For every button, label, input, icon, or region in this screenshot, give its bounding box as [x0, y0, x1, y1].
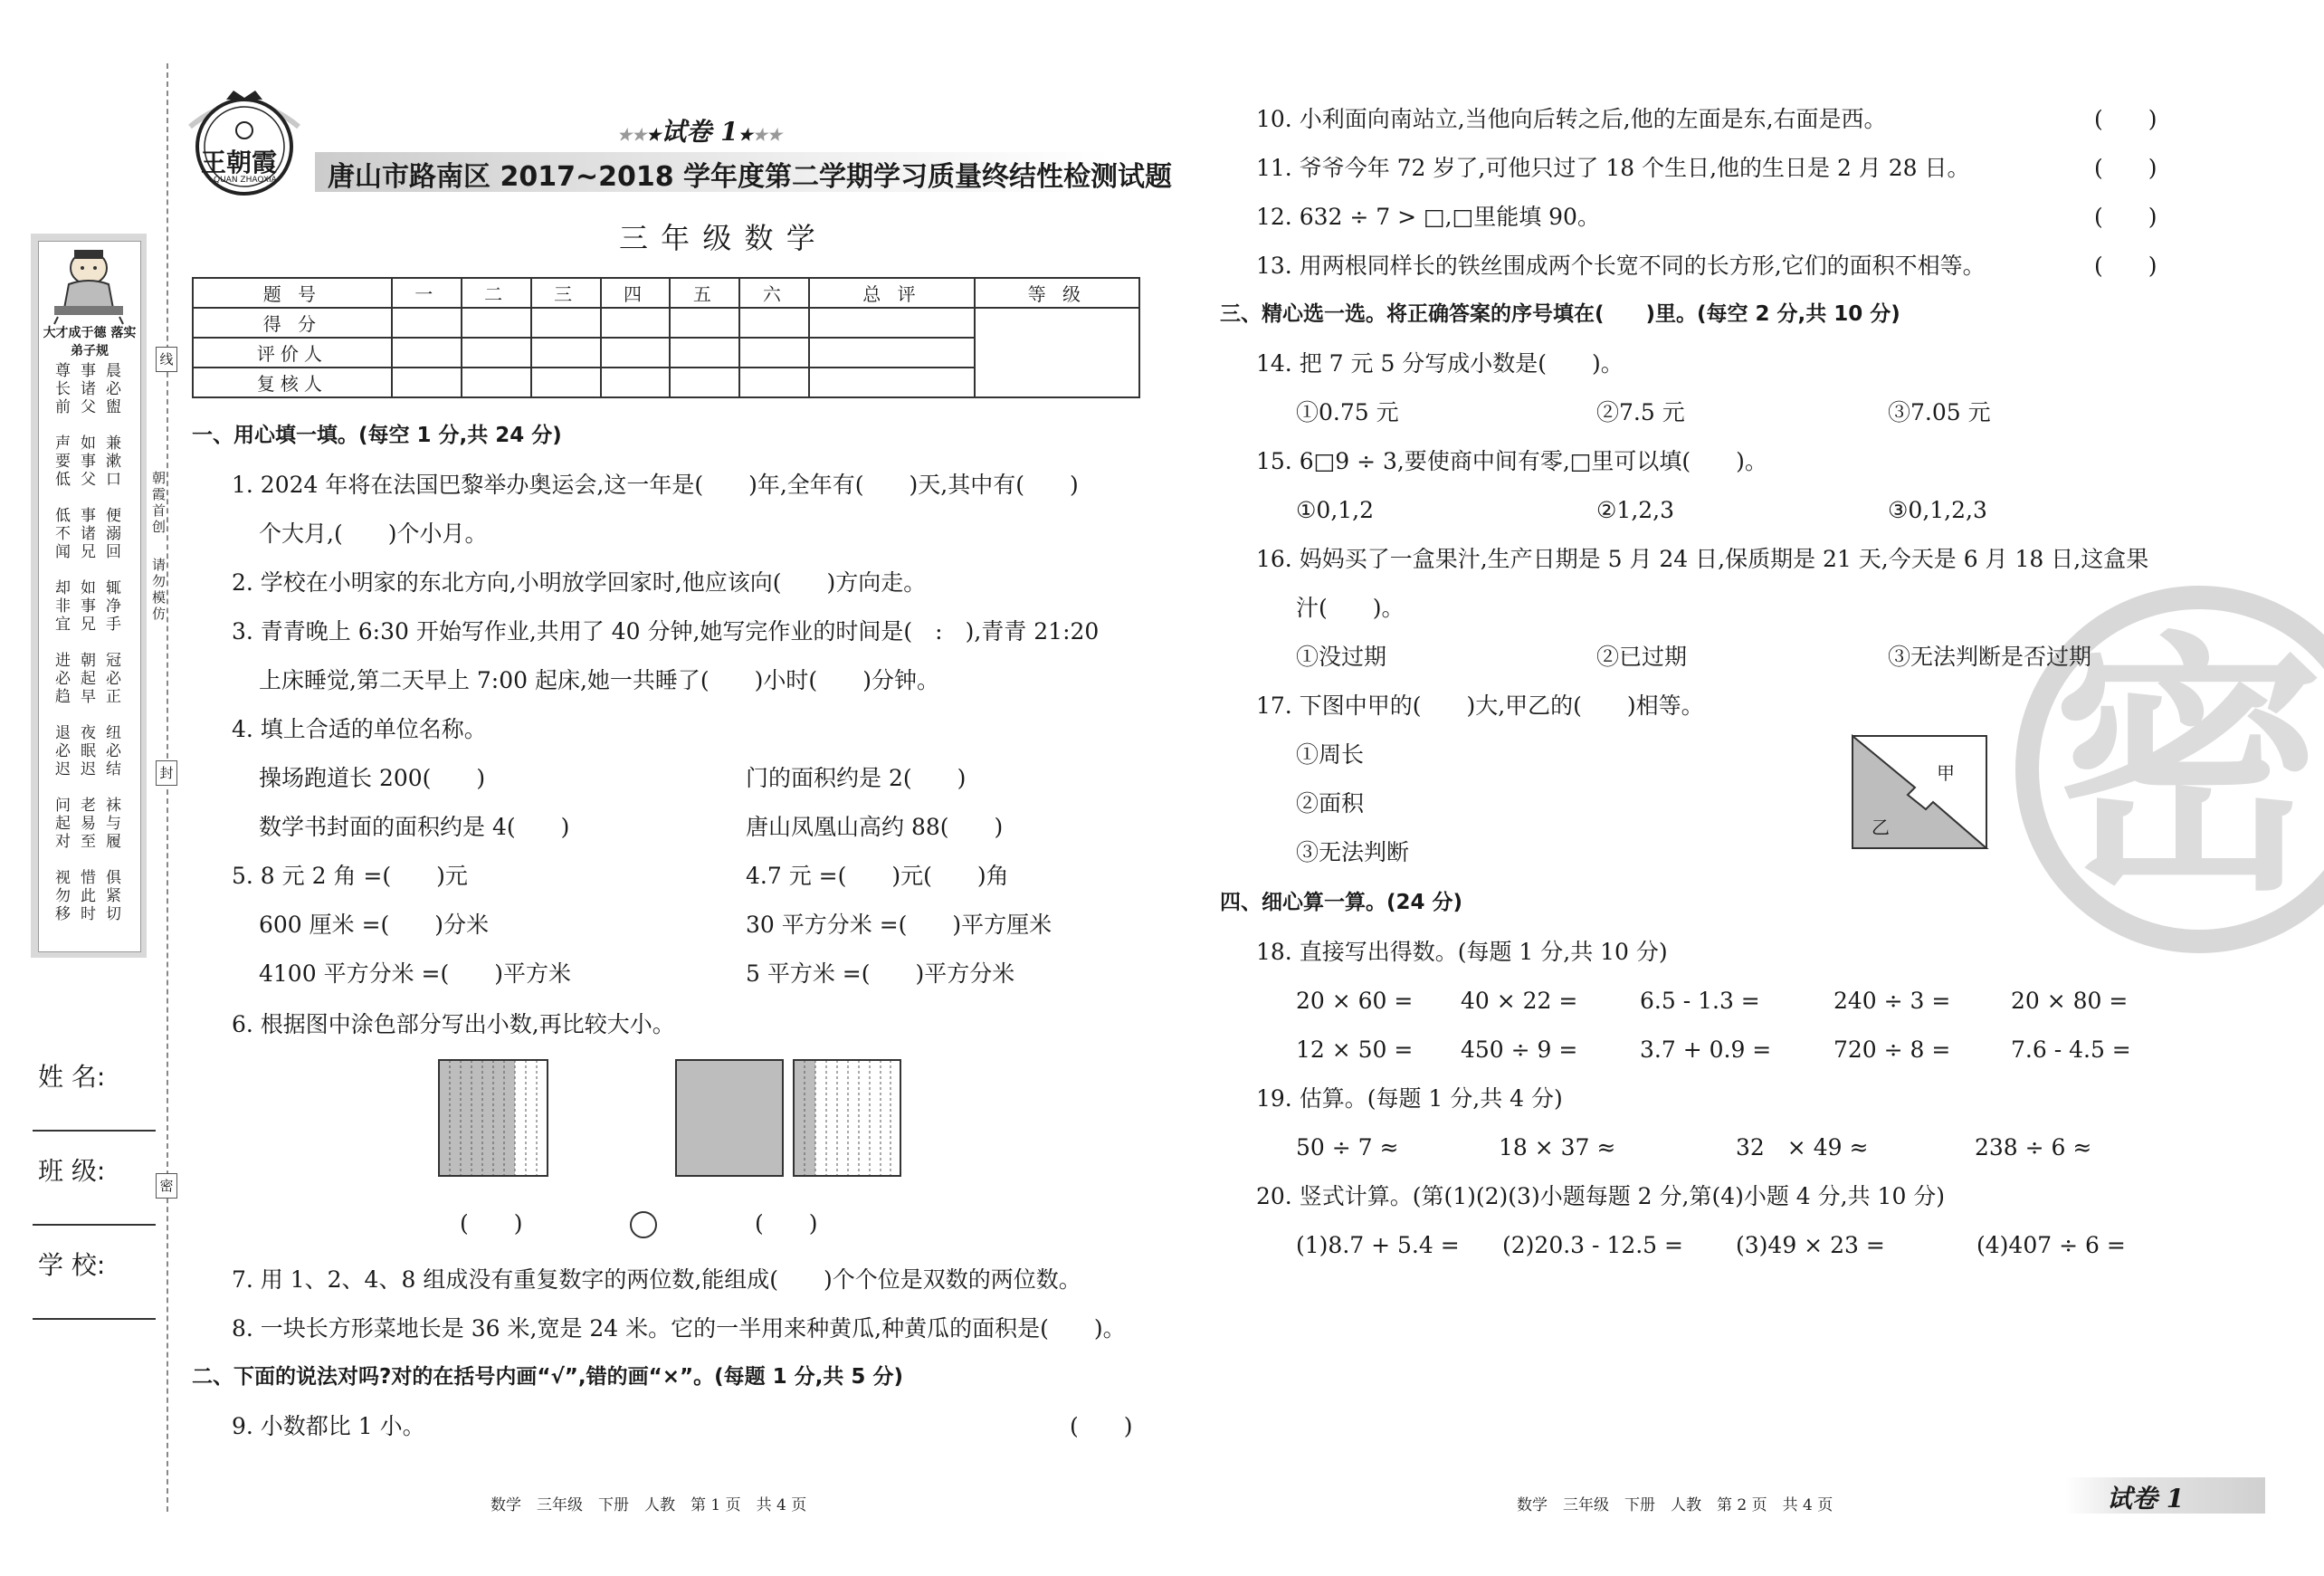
calc-item: 450 ÷ 9 =	[1461, 1036, 1578, 1063]
sidebar-col: 如事父	[77, 435, 95, 489]
question-5-item: 30 平方分米 =( )平方厘米	[746, 912, 1052, 938]
section1-title: 一、用心填一填。(每空 1 分,共 24 分)	[192, 424, 562, 447]
sidebar-col: 袜与履	[102, 797, 120, 851]
sidebar-col: 兼漱口	[102, 435, 120, 489]
judge-answer-10[interactable]: ( )	[2094, 106, 2157, 132]
question-8: 8. 一块长方形菜地长是 36 米,宽是 24 米。它的一半用来种黄瓜,种黄瓜的面积是( )。	[232, 1315, 1126, 1342]
question-19: 19. 估算。(每题 1 分,共 4 分)	[1256, 1085, 1563, 1112]
q17-option[interactable]: ②面积	[1296, 790, 1365, 817]
question-4-item: 唐山凤凰山高约 88( )	[746, 814, 1004, 840]
score-header-cell: 五	[670, 278, 739, 308]
sidebar-col: 如事兄	[77, 579, 95, 634]
calc-item: 3.7 + 0.9 =	[1640, 1036, 1772, 1063]
score-cell[interactable]	[392, 308, 462, 338]
question-16b: 汁( )。	[1296, 595, 1405, 621]
calc-item: 40 × 22 =	[1461, 988, 1578, 1014]
judge-answer-13[interactable]: ( )	[2094, 253, 2157, 279]
footer-tag: 试卷 1	[2107, 1484, 2185, 1514]
q16-option[interactable]: ①没过期	[1296, 644, 1387, 670]
school-label: 学 校:	[38, 1250, 106, 1280]
name-input-line[interactable]	[33, 1130, 156, 1132]
sidebar-col: 退必迟	[52, 724, 70, 778]
sidebar-col: 事诸父	[77, 362, 95, 416]
q17-option[interactable]: ③无法判断	[1296, 839, 1410, 865]
star-icon: ★★	[752, 126, 783, 145]
sidebar-col: 进必趋	[52, 652, 70, 706]
vertical-calc-item: (1)8.7 + 5.4 =	[1296, 1232, 1460, 1258]
sidebar-col: 冠必正	[102, 652, 120, 706]
seal-mark-xian: 线	[156, 347, 177, 372]
section4-title: 四、细心算一算。(24 分)	[1220, 891, 1463, 914]
q14-option[interactable]: ②7.5 元	[1596, 399, 1685, 425]
score-row-label: 复核人	[193, 368, 392, 397]
copyright-note-b: 请勿模仿	[150, 558, 167, 623]
question-20: 20. 竖式计算。(第(1)(2)(3)小题每题 2 分,第(4)小题 4 分,共 10 分)	[1256, 1183, 1946, 1209]
decimal-grid-figure-3	[793, 1059, 901, 1177]
judge-answer-9[interactable]: ( )	[1070, 1413, 1133, 1439]
question-5-item: 5. 8 元 2 角 =( )元	[232, 863, 468, 889]
question-15: 15. 6□9 ÷ 3,要使商中间有零,□里可以填( )。	[1256, 448, 1767, 474]
compare-circle[interactable]	[630, 1211, 657, 1238]
question-10: 10. 小利面向南站立,当他向后转之后,他的左面是东,右面是西。	[1256, 106, 1887, 132]
score-cell[interactable]	[531, 368, 601, 397]
page-footer-left: 数学 三年级 下册 人教 第 1 页 共 4 页	[491, 1496, 807, 1514]
score-cell[interactable]	[739, 368, 809, 397]
sidebar-col: 纽必结	[102, 724, 120, 778]
score-cell[interactable]	[392, 368, 462, 397]
star-icon: ★	[646, 126, 662, 145]
question-12: 12. 632 ÷ 7 > □,□里能填 90。	[1256, 204, 1600, 230]
copyright-note-a: 朝霞首创	[150, 471, 167, 536]
section2-title: 二、下面的说法对吗?对的在括号内画“√”,错的画“×”。(每题 1 分,共 5 分)	[192, 1365, 903, 1389]
sidebar-col: 辄净手	[102, 579, 120, 634]
score-cell[interactable]	[601, 368, 671, 397]
estimate-item: 32 × 49 ≈	[1736, 1134, 1869, 1161]
estimate-item: 238 ÷ 6 ≈	[1975, 1134, 2092, 1161]
sidebar-col: 低不闻	[52, 507, 70, 561]
exam-title: 唐山市路南区 2017~2018 学年度第二学期学习质量终结性检测试题	[328, 161, 1173, 193]
question-18: 18. 直接写出得数。(每题 1 分,共 10 分)	[1256, 939, 1668, 965]
brand-logo-text: 王朝霞	[201, 148, 278, 177]
score-table	[192, 277, 1140, 398]
calc-item: 12 × 50 =	[1296, 1036, 1414, 1063]
q17-option[interactable]: ①周长	[1296, 741, 1365, 768]
score-header-cell: 二	[462, 278, 531, 308]
question-1b: 个大月,( )个小月。	[259, 521, 488, 547]
q16-option[interactable]: ③无法判断是否过期	[1888, 644, 2092, 670]
q17-figure-jia: 甲	[1937, 762, 1955, 784]
vertical-calc-item: (3)49 × 23 =	[1736, 1232, 1885, 1258]
question-3a: 3. 青青晚上 6:30 开始写作业,共用了 40 分钟,她写完作业的时间是( : ),青青 21:20	[232, 618, 1100, 645]
name-label: 姓 名:	[38, 1062, 106, 1092]
calc-item: 20 × 80 =	[2011, 988, 2129, 1014]
star-icon: ★	[738, 126, 753, 145]
binding-cut-line	[167, 63, 168, 1512]
sidebar-columns	[47, 362, 134, 941]
class-label: 班 级:	[38, 1156, 106, 1186]
sidebar-col: 晨必盥	[102, 362, 120, 416]
sidebar-col: 夜眠迟	[77, 724, 95, 778]
score-cell[interactable]	[809, 308, 974, 338]
score-header-cell: 等 级	[975, 278, 1139, 308]
judge-answer-12[interactable]: ( )	[2094, 204, 2157, 230]
question-4-item: 门的面积约是 2( )	[746, 765, 967, 791]
score-cell[interactable]	[531, 308, 601, 338]
score-header-cell: 题 号	[193, 278, 392, 308]
question-4: 4. 填上合适的单位名称。	[232, 716, 487, 742]
judge-answer-11[interactable]: ( )	[2094, 155, 2157, 181]
question-6: 6. 根据图中涂色部分写出小数,再比较大小。	[232, 1011, 675, 1037]
score-cell[interactable]	[601, 308, 671, 338]
sidebar-col: 却非宜	[52, 579, 70, 634]
page-footer-right: 数学 三年级 下册 人教 第 2 页 共 4 页	[1517, 1496, 1833, 1514]
score-cell[interactable]	[531, 338, 601, 368]
sidebar-col: 惜此时	[77, 869, 95, 923]
question-7: 7. 用 1、2、4、8 组成没有重复数字的两位数,能组成( )个个位是双数的两位数。	[232, 1266, 1081, 1293]
question-11: 11. 爷爷今年 72 岁了,可他只过了 18 个生日,他的生日是 2 月 28 日。	[1256, 155, 1970, 181]
score-cell[interactable]	[601, 338, 671, 368]
school-input-line[interactable]	[33, 1318, 156, 1320]
score-cell[interactable]	[809, 338, 974, 368]
grade-cell[interactable]	[975, 308, 1139, 397]
score-cell[interactable]	[462, 338, 531, 368]
star-icon: ★★	[617, 126, 647, 145]
q15-option[interactable]: ③0,1,2,3	[1888, 497, 1987, 523]
question-4-item: 数学书封面的面积约是 4( )	[259, 814, 570, 840]
sidebar-col: 视勿移	[52, 869, 70, 923]
question-3b: 上床睡觉,第二天早上 7:00 起床,她一共睡了( )小时( )分钟。	[259, 667, 939, 693]
q15-option[interactable]: ②1,2,3	[1596, 497, 1675, 523]
seal-mark-feng: 封	[156, 760, 177, 786]
score-row-label: 得 分	[193, 308, 392, 338]
calc-item: 720 ÷ 8 =	[1833, 1036, 1951, 1063]
score-header-cell: 四	[601, 278, 671, 308]
question-4-item: 操场跑道长 200( )	[259, 765, 486, 791]
score-cell[interactable]	[392, 338, 462, 368]
score-cell[interactable]	[739, 308, 809, 338]
score-cell[interactable]	[670, 368, 739, 397]
score-header-cell: 一	[392, 278, 462, 308]
calc-item: 6.5 - 1.3 =	[1640, 988, 1760, 1014]
decimal-grid-figure-1	[438, 1059, 548, 1177]
seal-mark-mi: 密	[156, 1173, 177, 1199]
question-2: 2. 学校在小明家的东北方向,小明放学回家时,他应该向( )方向走。	[232, 569, 927, 596]
calc-item: 20 × 60 =	[1296, 988, 1414, 1014]
calc-item: 240 ÷ 3 =	[1833, 988, 1951, 1014]
decimal-grid-figure-2	[675, 1059, 784, 1177]
sidebar-col: 事诸兄	[77, 507, 95, 561]
score-row-label: 评价人	[193, 338, 392, 368]
score-header-cell: 六	[739, 278, 809, 308]
question-17: 17. 下图中甲的( )大,甲乙的( )相等。	[1256, 692, 1704, 719]
vertical-calc-item: (2)20.3 - 12.5 =	[1502, 1232, 1683, 1258]
question-5-item: 600 厘米 =( )分米	[259, 912, 490, 938]
q14-option[interactable]: ③7.05 元	[1888, 399, 1991, 425]
watermark-text: 密	[2053, 611, 2324, 927]
calc-item: 7.6 - 4.5 =	[2011, 1036, 2131, 1063]
sidebar-motto: 大才成于德 落实弟子规	[43, 326, 137, 358]
paper-tag: ★★★试卷 1★★★	[617, 117, 783, 147]
question-16a: 16. 妈妈买了一盒果汁,生产日期是 5 月 24 日,保质期是 21 天,今天是 6 月 18 日,这盒果	[1256, 546, 2149, 572]
question-1a: 1. 2024 年将在法国巴黎举办奥运会,这一年是( )年,全年有( )天,其中有( )	[232, 472, 1079, 498]
question-13: 13. 用两根同样长的铁丝围成两个长宽不同的长方形,它们的面积不相等。	[1256, 253, 1986, 279]
estimate-item: 50 ÷ 7 ≈	[1296, 1134, 1399, 1161]
q6-answer-right[interactable]: ( )	[755, 1210, 818, 1237]
class-input-line[interactable]	[33, 1224, 156, 1226]
brand-logo-subtext: QUAN ZHAOXIA	[214, 176, 277, 185]
score-cell[interactable]	[462, 308, 531, 338]
section3-title: 三、精心选一选。将正确答案的序号填在( )里。(每空 2 分,共 10 分)	[1220, 302, 1900, 326]
q15-option[interactable]: ①0,1,2	[1296, 497, 1375, 523]
score-header-cell: 三	[531, 278, 601, 308]
sidebar-col: 尊长前	[52, 362, 70, 416]
question-9: 9. 小数都比 1 小。	[232, 1413, 425, 1439]
q6-answer-left[interactable]: ( )	[460, 1210, 523, 1237]
score-cell[interactable]	[670, 338, 739, 368]
sidebar-col: 问起对	[52, 797, 70, 851]
q17-figure-yi: 乙	[1872, 817, 1890, 838]
score-header-cell: 总 评	[809, 278, 974, 308]
sidebar-col: 声要低	[52, 435, 70, 489]
vertical-calc-item: (4)407 ÷ 6 =	[1976, 1232, 2126, 1258]
question-5-item: 5 平方米 =( )平方分米	[746, 960, 1015, 987]
question-14: 14. 把 7 元 5 分写成小数是( )。	[1256, 350, 1624, 377]
sidebar-col: 老易至	[77, 797, 95, 851]
sidebar-col: 便溺回	[102, 507, 120, 561]
sidebar-col: 俱紧切	[102, 869, 120, 923]
question-5-item: 4.7 元 =( )元( )角	[746, 863, 1009, 889]
sidebar-col: 朝起早	[77, 652, 95, 706]
exam-subject: 三 年 级 数 学	[619, 221, 817, 255]
score-cell[interactable]	[670, 308, 739, 338]
q14-option[interactable]: ①0.75 元	[1296, 399, 1399, 425]
q16-option[interactable]: ②已过期	[1596, 644, 1688, 670]
estimate-item: 18 × 37 ≈	[1499, 1134, 1616, 1161]
score-cell[interactable]	[809, 368, 974, 397]
scholar-figure-icon	[42, 243, 136, 326]
question-5-item: 4100 平方分米 =( )平方米	[259, 960, 571, 987]
score-cell[interactable]	[462, 368, 531, 397]
score-cell[interactable]	[739, 338, 809, 368]
